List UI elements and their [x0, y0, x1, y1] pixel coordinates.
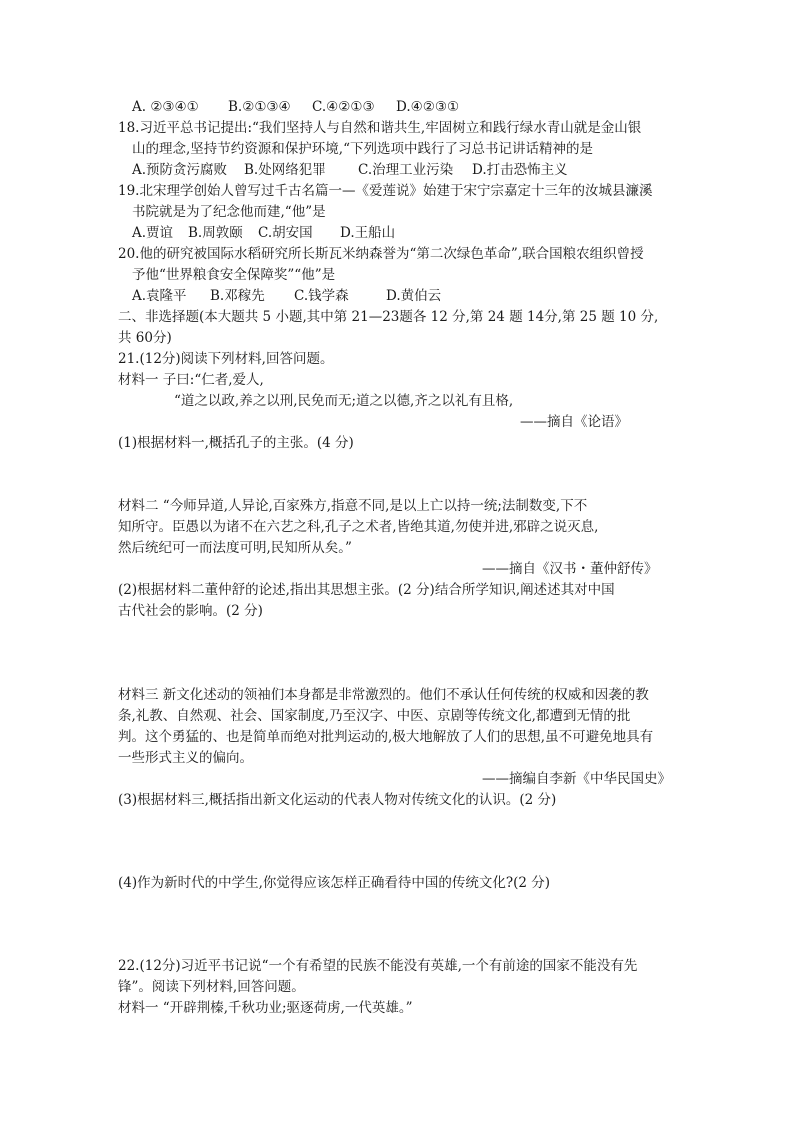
q21-header: 21.(12分)阅读下列材料,回答问题。	[118, 351, 334, 367]
section2-heading-line1: 二、非选择题(本大题共 5 小题,其中第 21—23题各 12 分,第 24 题 14分,第 25 题 10 分,	[118, 309, 659, 325]
q17-option-a: A. ②③④①	[132, 99, 199, 115]
q22-stem-line1: 22.(12分)习近平书记说“一个有希望的民族不能没有英雄,一个有前途的国家不能没有先	[118, 958, 638, 974]
q20-option-b: B.邓稼先	[210, 288, 265, 304]
q21-question1: (1)根据材料一,概括孔子的主张。(4 分)	[118, 435, 354, 451]
q18-stem-line2: 山的理念,坚持节约资源和保护环境,“下列选项中践行了习总书记讲话精神的是	[132, 141, 593, 157]
q17-options	[132, 98, 459, 116]
q22-stem-line2: 锋”。阅读下列材料,回答问题。	[118, 979, 305, 995]
q18-options	[132, 161, 568, 179]
section2-heading-line2: 共 60分)	[118, 330, 172, 346]
q21-material3-line3: 判。这个勇猛的、也是简单而绝对批判运动的,极大地解放了人们的思想,虽不可避免地具有	[118, 729, 654, 745]
q21-material2-source: ——摘自《汉书・董仲舒传》	[482, 561, 658, 577]
q20-option-d: D.黄伯云	[386, 288, 442, 304]
q20-stem-line2: 予他“世界粮食安全保障奖”“他”是	[132, 267, 336, 283]
q19-stem-line1: 19.北宋理学创始人曾写过千古名篇一—《爱莲说》始建于宋宁宗嘉定十三年的汝城县濂溪	[118, 183, 653, 199]
q18-option-d: D.打击恐怖主义	[472, 162, 568, 178]
q21-material2-line3: 然后统纪可一而法度可明,民知所从矣。”	[118, 540, 352, 556]
q19-option-d: D.王船山	[340, 225, 396, 241]
q19-stem-line2: 书院就是为了纪念他而建,“他”是	[132, 204, 326, 220]
q18-stem-line1: 18.习近平总书记提出:“我们坚持人与自然和谐共生,牢固树立和践行绿水青山就是金山银	[118, 120, 642, 136]
q22-material1: 材料一 “开辟荆榛,千秋功业;驱逐荷虏,一代英雄。”	[118, 1000, 413, 1016]
q17-option-b: B.②①③④	[228, 99, 291, 115]
q18-option-b: B.处网络犯罪	[244, 162, 326, 178]
q21-material1-line2: “道之以政,养之以刑,民免而无;道之以德,齐之以礼有且格,	[174, 393, 514, 409]
q21-material1-source: ——摘自《论语》	[520, 414, 628, 430]
q19-option-a: A.贾谊	[132, 225, 174, 241]
q20-options	[132, 287, 441, 305]
q21-material3-line1: 材料三 新文化述动的领袖们本身都是非常激烈的。他们不承认任何传统的权威和因袭的教	[118, 687, 649, 703]
q21-question2-line1: (2)根据材料二董仲舒的论述,指出其思想主张。(2 分)结合所学知识,阐述述其对中国	[118, 582, 615, 598]
q20-stem-line1: 20.他的研究被国际水稻研究所长斯瓦米纳森誉为“第二次绿色革命”,联合国粮农组织曾授	[118, 246, 644, 262]
q21-material3-source: ——摘编自李新《中华民国史》	[482, 771, 671, 787]
q21-material2-line2: 知所守。臣愚以为诸不在六艺之科,孔子之术者,皆绝其道,勿使并进,邪辟之说灭息,	[118, 519, 599, 535]
q19-option-b: B.周敦颐	[188, 225, 243, 241]
q20-option-a: A.袁隆平	[132, 288, 187, 304]
q18-option-c: C.治理工业污染	[358, 162, 454, 178]
q21-material3-line2: 条,礼教、自然观、社会、国家制度,乃至汉字、中医、京剧等传统文化,都遭到无情的批	[118, 708, 631, 724]
q20-option-c: C.钱学森	[294, 288, 349, 304]
q19-option-c: C.胡安国	[258, 225, 313, 241]
q21-material2-line1: 材料二 “今师异道,人异论,百家殊方,指意不同,是以上亡以持一统;法制数变,下不	[118, 498, 588, 514]
q21-material1-line1: 材料一 子曰:“仁者,爱人,	[118, 372, 264, 388]
q17-option-d: D.④②③①	[396, 99, 460, 115]
q21-question3: (3)根据材料三,概括指出新文化运动的代表人物对传统文化的认识。(2 分)	[118, 792, 557, 808]
q18-option-a: A.预防贪污腐败	[132, 162, 228, 178]
q21-material3-line4: 一些形式主义的偏向。	[118, 750, 253, 766]
q17-option-c: C.④②①③	[312, 99, 375, 115]
q19-options	[132, 224, 395, 242]
q21-question2-line2: 古代社会的影响。(2 分)	[118, 603, 263, 619]
q21-question4: (4)作为新时代的中学生,你觉得应该怎样正确看待中国的传统文化?(2 分)	[118, 875, 551, 891]
